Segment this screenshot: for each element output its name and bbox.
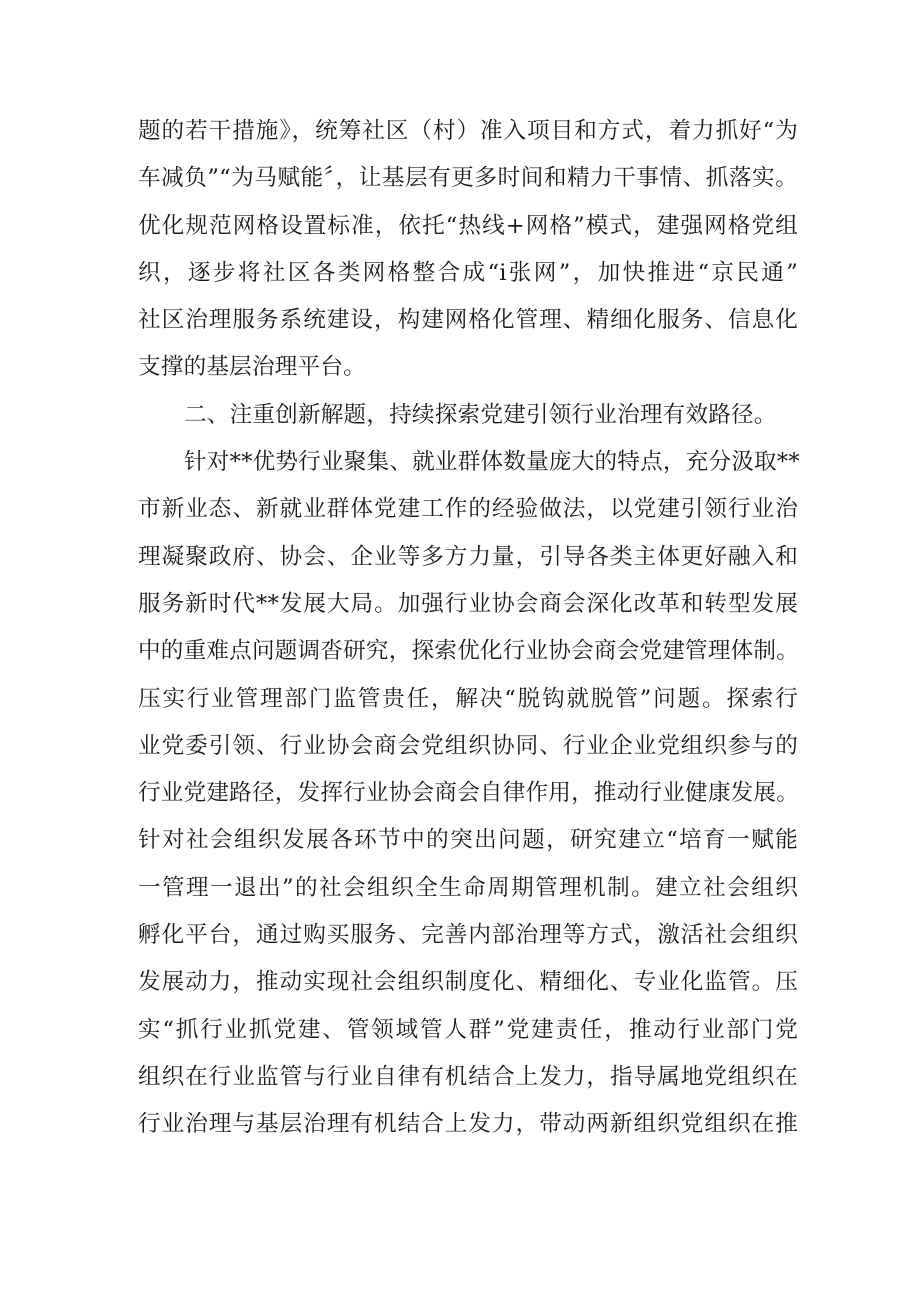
text-line: 市新业态、新就业群体党建工作的经验做法，以党建引领行业治 (138, 496, 798, 523)
text-line: 孵化平台，通过购买服务、完善内部治理等方式，激活社会组织 (138, 922, 798, 949)
text-line: 理凝聚政府、协会、企业等多方力量，引导各类主体更好融入和 (138, 543, 798, 570)
text-line: 服务新时代**发展大局。加强行业协会商会深化改革和转型发展 (138, 590, 798, 617)
text-line: 中的重难点问题调沓研究，探索优化行业协会商会党建管理体制。 (138, 638, 800, 665)
text-line: 一管理一退出”的社会组织全生命周期管理机制。建立社会组织 (138, 874, 798, 901)
text-line: 车减负”“为马赋能〞，让基层有更多时间和精力干事情、抓落实。 (138, 165, 798, 192)
text-line: 织，逐步将社区各类网格整合成“i张网”，加快推进“京民通” (138, 259, 798, 286)
text-line: 支撑的基层治理平台。 (138, 354, 366, 381)
text-line: 业党委引领、行业协会商会党组织协同、行业企业党组织参与的 (138, 732, 798, 759)
text-line: 题的若干措施》，统筹社区（村）准入项目和方式，着力抓好“为 (138, 118, 798, 144)
text-line: 组织在行业监管与行业自律有机结合上发力，指导属地党组织在 (138, 1063, 798, 1090)
text-line: 发展动力，推动实现社会组织制度化、精细化、专业化监管。压 (138, 969, 798, 996)
text-line: 针对**优势行业聚集、就业群体数量庞大的特点，充分汲取** (184, 449, 800, 476)
text-line: 优化规范网格设置标准，依托“热线+网格”模式，建强网格党组 (138, 212, 798, 239)
text-line: 实“抓行业抓党建、管领域管人群”党建责任，推动行业部门党 (138, 1016, 798, 1043)
text-line: 压实行业管理部门监管贵任，解决“脱钩就脱管”问题。探索行 (138, 685, 798, 712)
text-line: 行业治理与基层治理有机结合上发力，带动两新组织党组织在推 (138, 1111, 798, 1138)
text-line: 行业党建路径，发挥行业协会商会自律作用，推动行业健康发展。 (138, 780, 800, 807)
text-line: 社区治理服务系统建设，构建网格化管理、精细化服务、信息化 (138, 307, 798, 334)
body-text (138, 108, 798, 1149)
section-heading: 二、注重创新解题，持续探索党建引领行业治理有效路径。 (184, 401, 777, 428)
text-line: 针对社会组织发展各环节中的突出问题，研究建立“培育一赋能 (138, 827, 798, 854)
